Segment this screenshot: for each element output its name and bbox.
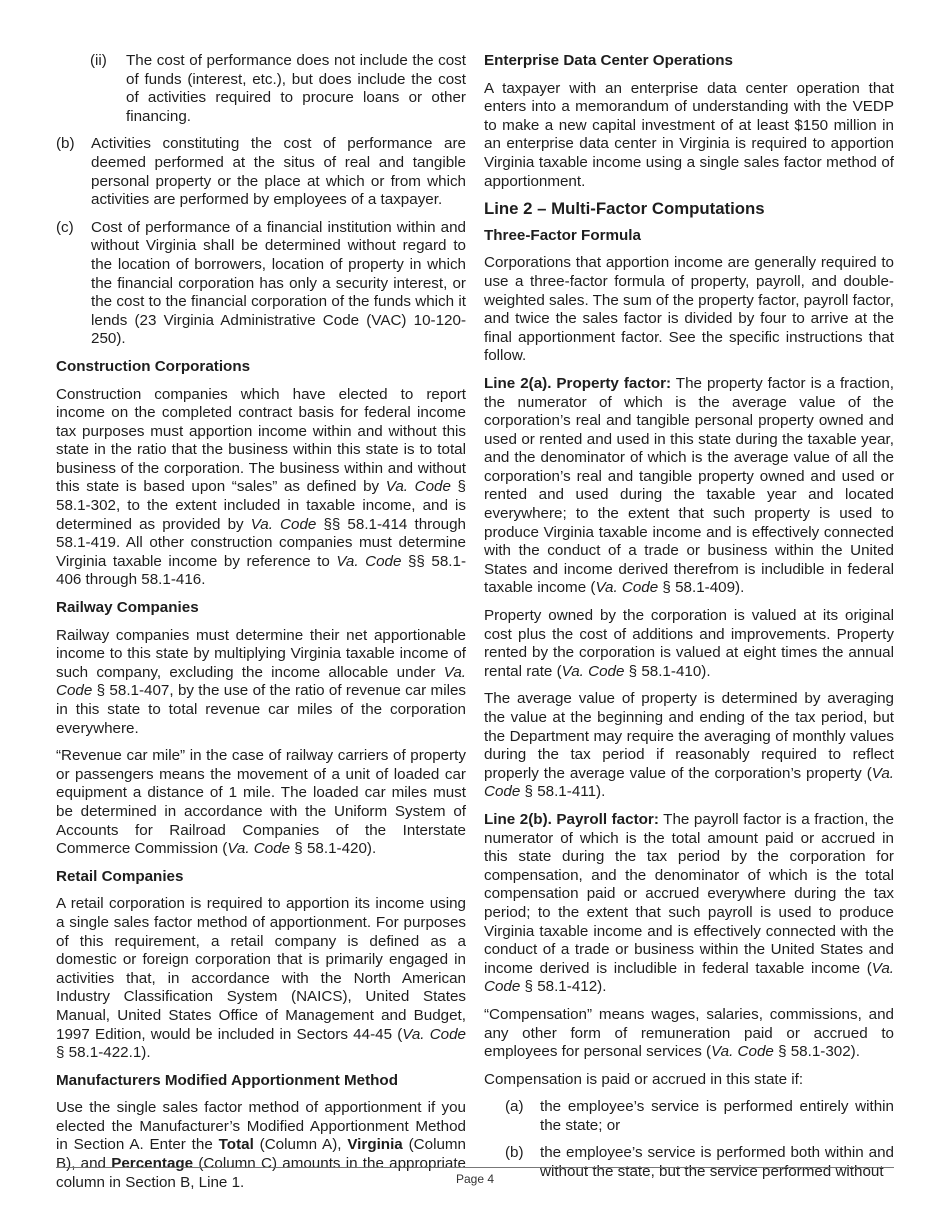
code-citation: Va. Code xyxy=(227,840,291,858)
code-citation: Va. Code xyxy=(56,663,466,700)
list-marker: (ii) xyxy=(90,52,107,69)
line2-heading: Line 2 – Multi-Factor Computations xyxy=(484,199,765,219)
text-run: The average value of property is determined by averaging the value at the beginning and ending of the tax period, but the Department may require the averaging of monthly values during the tax period if reasonably required to reflect properly the average value of the corporation’s property ( xyxy=(484,690,894,782)
list-text: The cost of performance does not include the cost of funds (interest, etc.), but does include the cost of activities required to procure loans or other financing. xyxy=(126,52,466,125)
bold-term: Percentage xyxy=(111,1155,194,1173)
text-run: § 58.1-410). xyxy=(624,662,711,680)
manufacturers-heading: Manufacturers Modified Apportionment Method xyxy=(56,1071,398,1089)
list-marker: (b) xyxy=(56,135,75,153)
text-run: “Revenue car mile” in the case of railway carriers of property or passengers means the movement of a unit of loaded car equipment a distance of 1 mile. The loaded car miles must be determined in accordance with the Uniform System of Accounts for Railroad Companies of the Interstate Commerce Commission ( xyxy=(56,747,466,858)
code-citation: Va. Code xyxy=(595,579,659,597)
text-run: Property owned by the corporation is valued at its original cost plus the cost of additions and improvements. Property rented by the corporation is valued at eight times the annual rental rate ( xyxy=(484,607,894,680)
property-factor-paragraph-2 xyxy=(484,607,894,681)
bold-term: Total xyxy=(218,1136,254,1154)
datacenter-heading: Enterprise Data Center Operations xyxy=(484,52,733,69)
text-run: §§ 58.1-414 through 58.1-419. All other construction companies must determine Virginia taxable income by reference to xyxy=(56,515,466,570)
list-marker: (c) xyxy=(56,218,74,236)
property-factor-paragraph-1 xyxy=(484,375,894,598)
code-citation: Va. Code xyxy=(484,764,894,801)
list-marker: (b) xyxy=(505,1144,524,1162)
list-text: the employee’s service is performed both within and without the state, but the service performed without xyxy=(540,1144,894,1181)
payroll-factor-paragraph-1 xyxy=(484,811,894,997)
text-run: Railway companies must determine their net apportionable income to this state by multiplying Virginia taxable income of such company, excluding the income allocable under xyxy=(56,626,466,681)
text-run: § 58.1-302, to the extent included in taxable income, and is determined as provided by xyxy=(56,478,467,533)
text-run: § 58.1-422.1). xyxy=(56,1044,151,1062)
text-run: § 58.1-411). xyxy=(520,783,606,801)
code-citation: Va. Code xyxy=(336,552,402,570)
text-run: Construction companies which have elected to report income on the completed contract basis for federal income tax purposes must apportion income within and without this state in the ratio that the business within this state is to total business of the corporation. The business within and without this state is based upon “sales” as defined by xyxy=(56,385,466,496)
text-run: § 58.1-420). xyxy=(290,840,377,858)
text-run: Use the single sales factor method of apportionment if you elected the Manufacturer’s Modified Apportionment Method in Section A. Enter the xyxy=(56,1099,466,1154)
list-item-a xyxy=(484,1098,894,1135)
text-run: A retail corporation is required to apportion its income using a single sales factor method of apportionment. For purposes of this requirement, a retail company is defined as a domestic or foreign corporation that is primarily engaged in activities that, in accordance with the North American Industry Classification System (NAICS), United States Manual, United States Office of Management and Budget, 1997 Edition, would be included in Sectors 44-45 ( xyxy=(56,895,466,1043)
text-run: (Column A), xyxy=(253,1136,348,1154)
railway-paragraph-2 xyxy=(56,747,466,859)
list-text: Cost of performance of a financial institution within and without Virginia shall be determined without regard to the location of borrowers, location of property in which the financial corporation has only a security interest, or the cost to the financial corporation of the funds which it lends (23 Virginia Administrative Code (VAC) 10-120-250). xyxy=(91,218,466,348)
text-run: The payroll factor is a fraction, the numerator of which is the total amount paid or accrued in this state during the tax period by the corporation for compensation, and the denominator of which is the total compensation paid or accrued everywhere during the tax period; to the extent that such payroll is used to produce Virginia taxable income and is effectively connected with the conduct of a trade or business within the United States and income derived is includible in federal taxable income ( xyxy=(484,810,894,977)
retail-paragraph xyxy=(56,895,466,1062)
text-run: The property factor is a fraction, the numerator of which is the average value of the corporation’s real and tangible personal property owned and used or rented and used in this state during the taxable year, and the denominator of which is the average value of all the corporation’s real and tangible property owned and used or rented and used during the taxable year and located everywhere; to the extent that such property is used to produce Virginia taxable income and is effectively connected with the conduct of a trade or business within the United States and income derived therefrom is includible in federal taxable income ( xyxy=(484,374,894,597)
datacenter-paragraph: A taxpayer with an enterprise data center operation that enters into a memorandum of understanding with the VEDP to make a new capital investment of at least $150 million in an enterprise data center in Virginia is required to apportion Virginia taxable income using a single sales factor method of apportionment. xyxy=(484,79,894,190)
construction-heading: Construction Corporations xyxy=(56,357,251,375)
right-column xyxy=(484,52,894,1191)
bold-term: Virginia xyxy=(347,1136,403,1154)
text-run: (Column B), and xyxy=(56,1136,467,1173)
code-citation: Va. Code xyxy=(484,959,894,996)
property-factor-label: Line 2(a). Property factor: xyxy=(484,374,672,392)
railway-paragraph-1 xyxy=(56,627,466,739)
three-factor-paragraph: Corporations that apportion income are generally required to use a three-factor formula of property, payroll, and double-weighted sales. The sum of the property factor, payroll factor, and twice the sales factor is divided by four to arrive at the final apportionment factor. See the specific instructions that follow. xyxy=(484,254,894,365)
compensation-paragraph xyxy=(484,1006,894,1062)
text-run: §§ 58.1-406 through 58.1-416. xyxy=(56,552,467,589)
railway-heading: Railway Companies xyxy=(56,599,199,617)
text-run: § 58.1-412). xyxy=(520,978,607,996)
code-citation: Va. Code xyxy=(385,478,451,496)
construction-paragraph xyxy=(56,386,466,591)
page-number: Page 4 xyxy=(455,1172,495,1186)
compensation-intro: Compensation is paid or accrued in this state if: xyxy=(484,1070,804,1088)
code-citation: Va. Code xyxy=(561,662,625,680)
property-factor-paragraph-3 xyxy=(484,690,894,802)
list-marker: (a) xyxy=(505,1098,524,1116)
code-citation: Va. Code xyxy=(402,1025,467,1043)
text-run: “Compensation” means wages, salaries, commissions, and any other form of remuneration paid or accrued to employees for personal services ( xyxy=(484,1005,894,1061)
text-run: § 58.1-409). xyxy=(658,579,745,597)
text-run: § 58.1-407, by the use of the ratio of revenue car miles in this state to total revenue car miles of the corporation everywhere. xyxy=(56,682,466,737)
text-run: § 58.1-302). xyxy=(773,1043,860,1061)
payroll-factor-label: Line 2(b). Payroll factor: xyxy=(484,810,659,828)
list-item-ii xyxy=(56,52,466,126)
text-run: (Column C) amounts in the appropriate column in Section B, Line 1. xyxy=(56,1155,466,1191)
list-text: Activities constituting the cost of performance are deemed performed at the situs of real and tangible personal property or the place at which or from which activities are performed by employees of a taxpayer. xyxy=(91,135,466,209)
three-factor-heading: Three-Factor Formula xyxy=(484,226,641,244)
retail-heading: Retail Companies xyxy=(56,867,184,885)
code-citation: Va. Code xyxy=(711,1043,774,1061)
list-item-c xyxy=(56,219,466,349)
list-item-b xyxy=(56,135,466,209)
code-citation: Va. Code xyxy=(250,515,317,533)
footer-divider xyxy=(56,1167,894,1168)
list-text: the employee’s service is performed entirely within the state; or xyxy=(540,1098,894,1134)
left-column xyxy=(56,52,466,1201)
